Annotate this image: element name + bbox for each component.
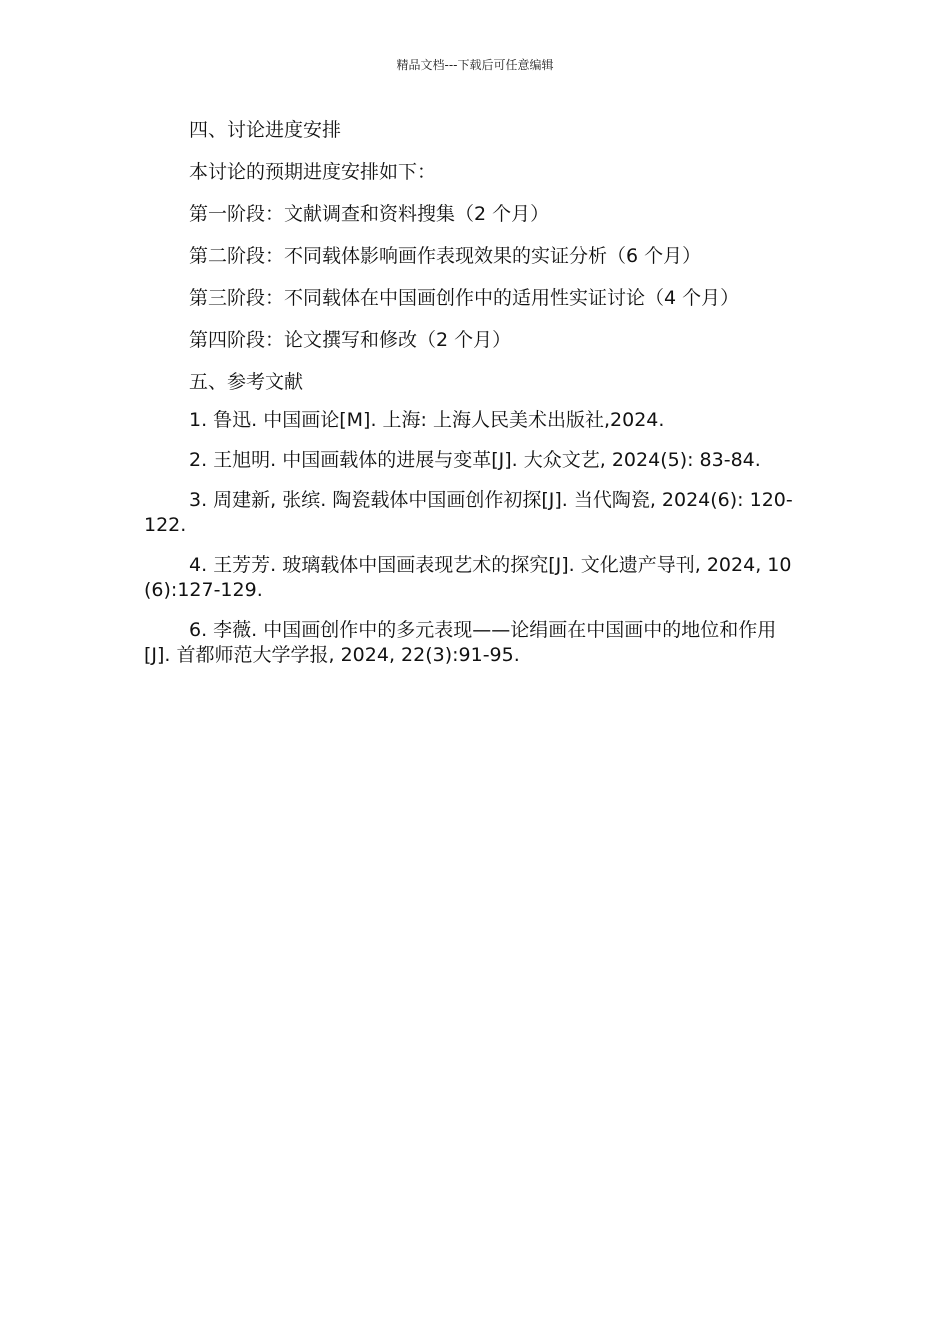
document-body <box>144 114 796 683</box>
page-header: 精品文档---下载后可任意编辑 <box>396 58 554 72</box>
references-heading: 五、参考文献 <box>189 371 304 393</box>
reference-item: 2. 王旭明. 中国画载体的进展与变革[J]. 大众文艺, 2024(5): 83-84. <box>189 449 761 471</box>
reference-item: 3. 周建新, 张缤. 陶瓷载体中国画创作初探[J]. 当代陶瓷, 2024(6): 120-122. <box>144 489 793 536</box>
reference-item: 4. 王芳芳. 玻璃载体中国画表现艺术的探究[J]. 文化遗产导刊, 2024, 10(6):127-129. <box>144 554 792 601</box>
schedule-intro: 本讨论的预期进度安排如下： <box>189 161 437 183</box>
reference-item: 1. 鲁迅. 中国画论[M]. 上海: 上海人民美术出版社,2024. <box>189 409 665 431</box>
phase-item: 第四阶段：论文撰写和修改（2 个月） <box>189 329 512 351</box>
phase-item: 第二阶段：不同载体影响画作表现效果的实证分析（6 个月） <box>189 245 702 267</box>
reference-item: 6. 李薇. 中国画创作中的多元表现——论绢画在中国画中的地位和作用[J]. 首都师范大学学报, 2024, 22(3):91-95. <box>144 619 777 666</box>
phase-item: 第一阶段：文献调查和资料搜集（2 个月） <box>189 203 550 225</box>
schedule-heading: 四、讨论进度安排 <box>189 119 342 141</box>
phase-item: 第三阶段：不同载体在中国画创作中的适用性实证讨论（4 个月） <box>189 287 740 309</box>
